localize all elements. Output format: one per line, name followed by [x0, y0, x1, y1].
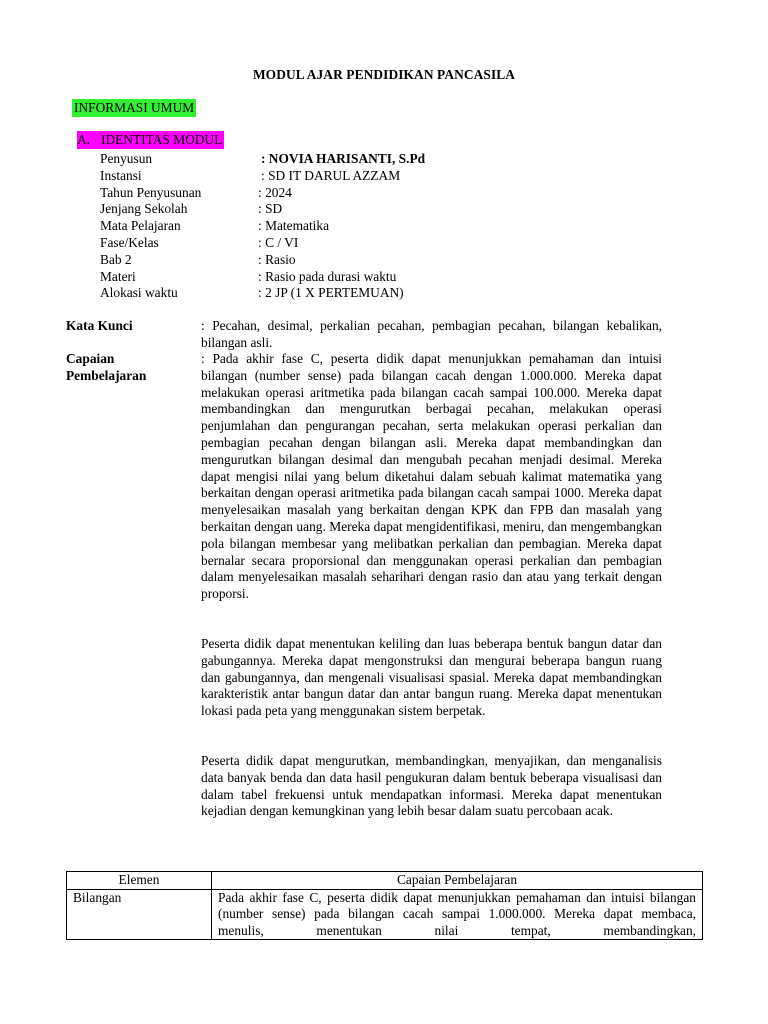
subsection-identitas-modul: [77, 131, 224, 149]
identity-value: : Rasio: [258, 251, 296, 267]
identity-value: : SD IT DARUL AZZAM: [261, 167, 401, 183]
identity-value: : SD: [258, 201, 283, 217]
subsection-number: A.: [77, 131, 101, 149]
capaian-paragraph-1: : Pada akhir fase C, peserta didik dapat menunjukkan pemahaman dan intuisi bilangan (number sense) pada bilangan cacah dengan 1.000.000. Mereka dapat melakukan operasi aritmetika pada bilangan cacah sampai 100.000. Mereka dapat membandingkan dan mengurutkan berbagai pecahan, melakukan operasi penjumlahan dan pengurangan pecahan, serta melakukan operasi perkalian dan pembagian pecahan dengan bilangan asli. Mereka dapat membandingkan dan mengurutkan bilangan desimal dan mengubah pecahan menjadi desimal. Mereka dapat mengisi nilai yang belum diketahui dalam sebuah kalimat matematika yang berkaitan dengan operasi aritmetika pada bilangan cacah sampai 1000. Mereka dapat menyelesaikan masalah yang berkaitan dengan KPK dan FPB dan masalah yang berkaitan dengan uang. Mereka dapat mengidentifikasi, meniru, dan mengembangkan pola bilangan membesar yang melibatkan perkalian dan pembagian. Mereka dapat bernalar secara proporsional dan menggunakan operasi perkalian dan pembagian dalam menyelesaikan masalah seharihari dengan rasio dan atau yang terkait dengan proporsi.: [201, 351, 662, 602]
identity-label: Penyusun: [100, 151, 153, 166]
capaian-label-line1: Capaian: [66, 351, 115, 366]
identity-value: : NOVIA HARISANTI, S.Pd: [261, 151, 426, 166]
identity-label: Instansi: [100, 167, 142, 183]
identity-label: Materi: [100, 268, 136, 284]
kata-kunci-text: : Pecahan, desimal, perkalian pecahan, pembagian pecahan, bilangan kebalikan, bilangan asli.: [201, 318, 662, 350]
identity-label: Jenjang Sekolah: [100, 201, 188, 217]
capaian-label-line2: Pembelajaran: [66, 367, 147, 383]
capaian-table: [66, 871, 703, 940]
section-header-informasi-umum: INFORMASI UMUM: [74, 100, 195, 115]
capaian-paragraph-3: Peserta didik dapat mengurutkan, membandingkan, menyajikan, dan menganalisis data banyak benda dan data hasil pengukuran dalam bentuk beberapa visualisasi dan dalam tabel frekuensi untuk mendapatkan informasi. Mereka dapat menentukan kejadian dengan kemungkinan yang lebih besar dalam suatu percobaan acak.: [201, 753, 662, 819]
identity-label: Alokasi waktu: [100, 285, 178, 301]
identity-value: : Rasio pada durasi waktu: [258, 268, 397, 284]
capaian-paragraph-2: Peserta didik dapat menentukan keliling dan luas beberapa bentuk bangun datar dan gabungannya. Mereka dapat mengonstruksi dan mengurai beberapa bangun ruang dan gabungannya, dan mengenali visualisasi spasial. Mereka dapat membandingkan karakteristik antar bangun datar dan antar bangun ruang. Mereka dapat menentukan lokasi pada peta yang menggunakan sistem berpetak.: [201, 636, 662, 719]
table-cell-elemen: Bilangan: [67, 889, 212, 940]
table-header-elemen: Elemen: [67, 872, 212, 890]
kata-kunci-label: Kata Kunci: [66, 318, 133, 333]
identity-value: : 2 JP (1 X PERTEMUAN): [258, 285, 404, 301]
table-cell-capaian: Pada akhir fase C, peserta didik dapat menunjukkan pemahaman dan intuisi bilangan (number sense) pada bilangan cacah sampai 1.000.000. Mereka dapat membaca, menulis, menentukan nilai tempat, membandingkan,: [212, 889, 703, 940]
identity-value: : C / VI: [258, 234, 299, 250]
table-header-capaian: Capaian Pembelajaran: [212, 872, 703, 890]
identity-value: : 2024: [258, 184, 292, 200]
table-header-row: [67, 872, 703, 890]
identity-value: : Matematika: [258, 218, 330, 234]
identity-label: Tahun Penyusunan: [100, 184, 202, 200]
table-row: [67, 889, 703, 940]
identity-label: Mata Pelajaran: [100, 218, 181, 234]
capaian-label: [66, 351, 146, 385]
document-title: MODUL AJAR PENDIDIKAN PANCASILA: [252, 67, 516, 82]
identity-label: Fase/Kelas: [100, 234, 159, 250]
identity-label: Bab 2: [100, 251, 132, 267]
subsection-label: IDENTITAS MODUL: [101, 132, 223, 147]
